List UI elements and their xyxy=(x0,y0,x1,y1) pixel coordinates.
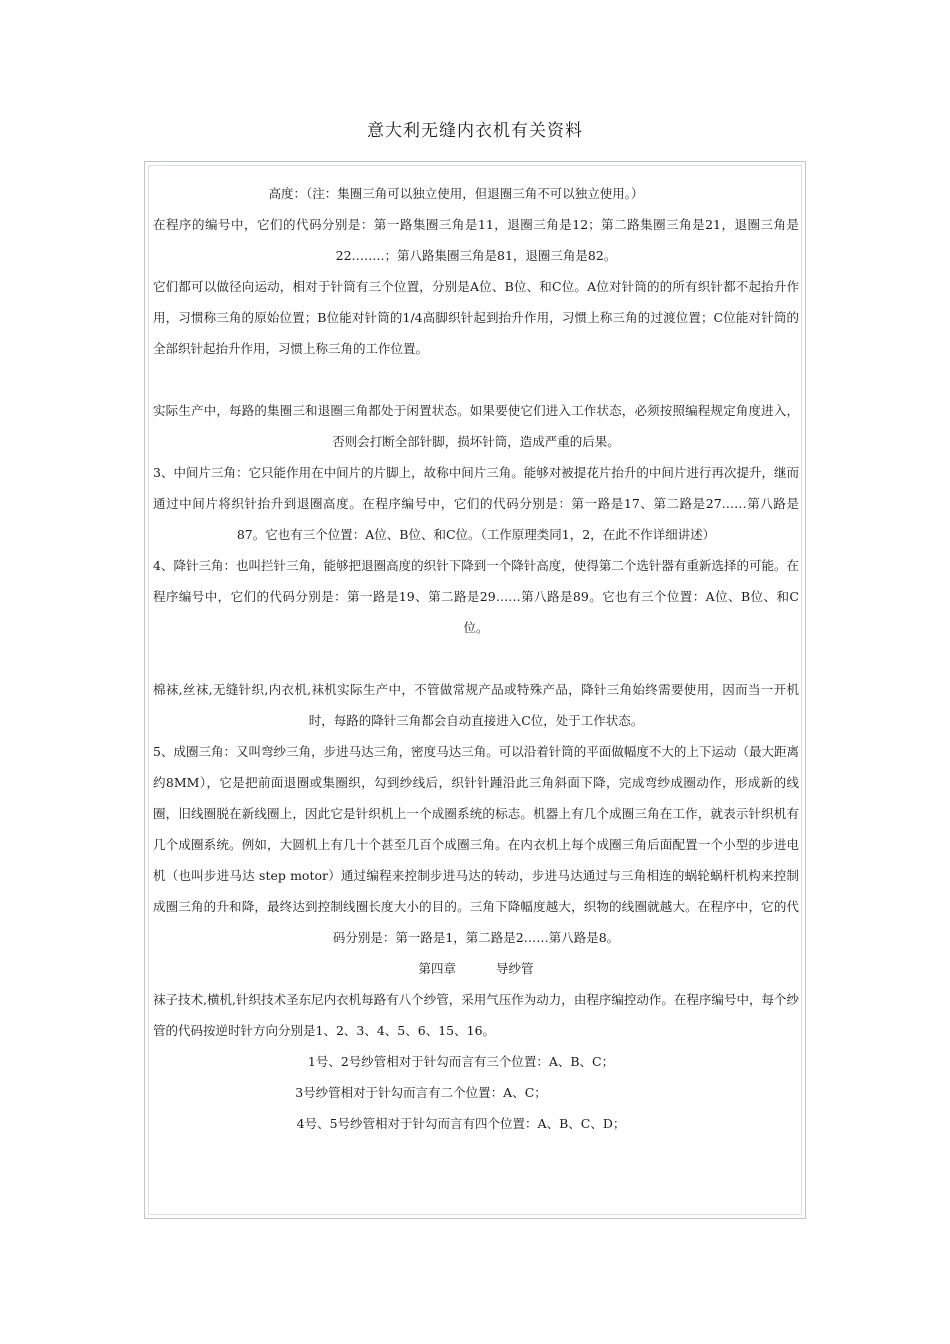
paragraph-code-numbering: 在程序的编号中，它们的代码分别是：第一路集圈三角是11，退圈三角是12；第二路集圈三角是21，退圈三角是22……..；第八路集圈三角是81，退圈三角是82。 xyxy=(153,217,799,263)
paragraph-radial-positions: 它们都可以做径向运动，相对于针筒有三个位置，分别是A位、B位、和C位。A位对针筒的的所有织针都不起抬升作用，习惯称三角的原始位置；B位能对针筒的1/4高脚织针起到抬升作用，习惯上称三角的过渡位置；C位能对针筒的全部织针起抬升作用，习惯上称三角的工作位置。 xyxy=(153,279,799,356)
paragraph-lowering-cam: 4、降针三角：也叫拦针三角，能够把退圈高度的织针下降到一个降针高度，使得第二个选针器有重新选择的可能。在程序编号中，它们的代码分别是：第一路是19、第二路是29……第八路是89。它也有三个位置：A位、B位、和C位。 xyxy=(153,558,799,635)
paragraph-actual-production: 实际生产中，每路的集圈三和退圈三角都处于闲置状态。如果要使它们进入工作状态，必须按照编程规定角度进入，否则会打断全部针脚，损坏针筒，造成严重的后果。 xyxy=(153,403,799,449)
paragraph-feeder-1-2: 1号、2号纱管相对于针勾而言有三个位置：A、B、C； xyxy=(307,1054,615,1069)
content-frame xyxy=(144,161,806,1219)
paragraph-yarn-feeders: 袜子技术,横机,针织技术圣东尼内衣机每路有八个纱管，采用气压作为动力，由程序编控动作。在程序编号中，每个纱管的代码按逆时针方向分别是1、2、3、4、5、6、15、16。 xyxy=(153,992,799,1038)
blank-line xyxy=(153,364,799,395)
paragraph-middle-cam: 3、中间片三角：它只能作用在中间片的片脚上，故称中间片三角。能够对被提花片抬升的中间片进行再次提升，继而通过中间片将织针抬升到退圈高度。在程序编号中，它们的代码分别是：第一路是17、第二路是27……第八路是87。它也有三个位置：A位、B位、和C位。（工作原理类同1，2，在此不作详细讲述） xyxy=(153,465,799,542)
paragraph-feeder-3: 3号纱管相对于针勾而言有二个位置：A、C； xyxy=(295,1085,547,1100)
paragraph-lowering-usage: 棉袜,丝袜,无缝针织,内衣机,袜机实际生产中，不管做常规产品或特殊产品，降针三角始终需要使用，因而当一开机时，每路的降针三角都会自动直接进入C位，处于工作状态。 xyxy=(153,682,799,728)
paragraph-feeder-4-5: 4号、5号纱管相对于针勾而言有四个位置：A、B、C、D； xyxy=(296,1116,626,1131)
chapter-title: 导纱管 xyxy=(496,961,534,976)
content-body xyxy=(153,178,799,1139)
chapter-heading xyxy=(153,953,799,984)
paragraph-height-note: 高度：（注：集圈三角可以独立使用，但退圈三角不可以独立使用。） xyxy=(268,186,644,201)
blank-line xyxy=(153,643,799,674)
paragraph-stitch-cam: 5、成圈三角：又叫弯纱三角，步进马达三角，密度马达三角。可以沿着针筒的平面做幅度不大的上下运动（最大距离约8MM），它是把前面退圈或集圈织，勾到纱线后，织针针踵沿此三角斜面下降，完成弯纱成圈动作，形成新的线圈，旧线圈脱在新线圈上，因此它是针织机上一个成圈系统的标志。机器上有几个成圈三角在工作，就表示针织机有几个成圈系统。例如，大圆机上有几十个甚至几百个成圈三角。在内衣机上每个成圈三角后面配置一个小型的步进电机（也叫步进马达 step motor）通过编程来控制步进马达的转动，步进马达通过与三角相连的蜗轮蜗杆机构来控制成圈三角的升和降，最终达到控制线圈长度大小的目的。三角下降幅度越大，织物的线圈就越大。在程序中，它的代码分别是：第一路是1，第二路是2……第八路是8。 xyxy=(153,744,799,945)
document-title: 意大利无缝内衣机有关资料 xyxy=(367,121,583,141)
chapter-number: 第四章 xyxy=(418,961,456,976)
